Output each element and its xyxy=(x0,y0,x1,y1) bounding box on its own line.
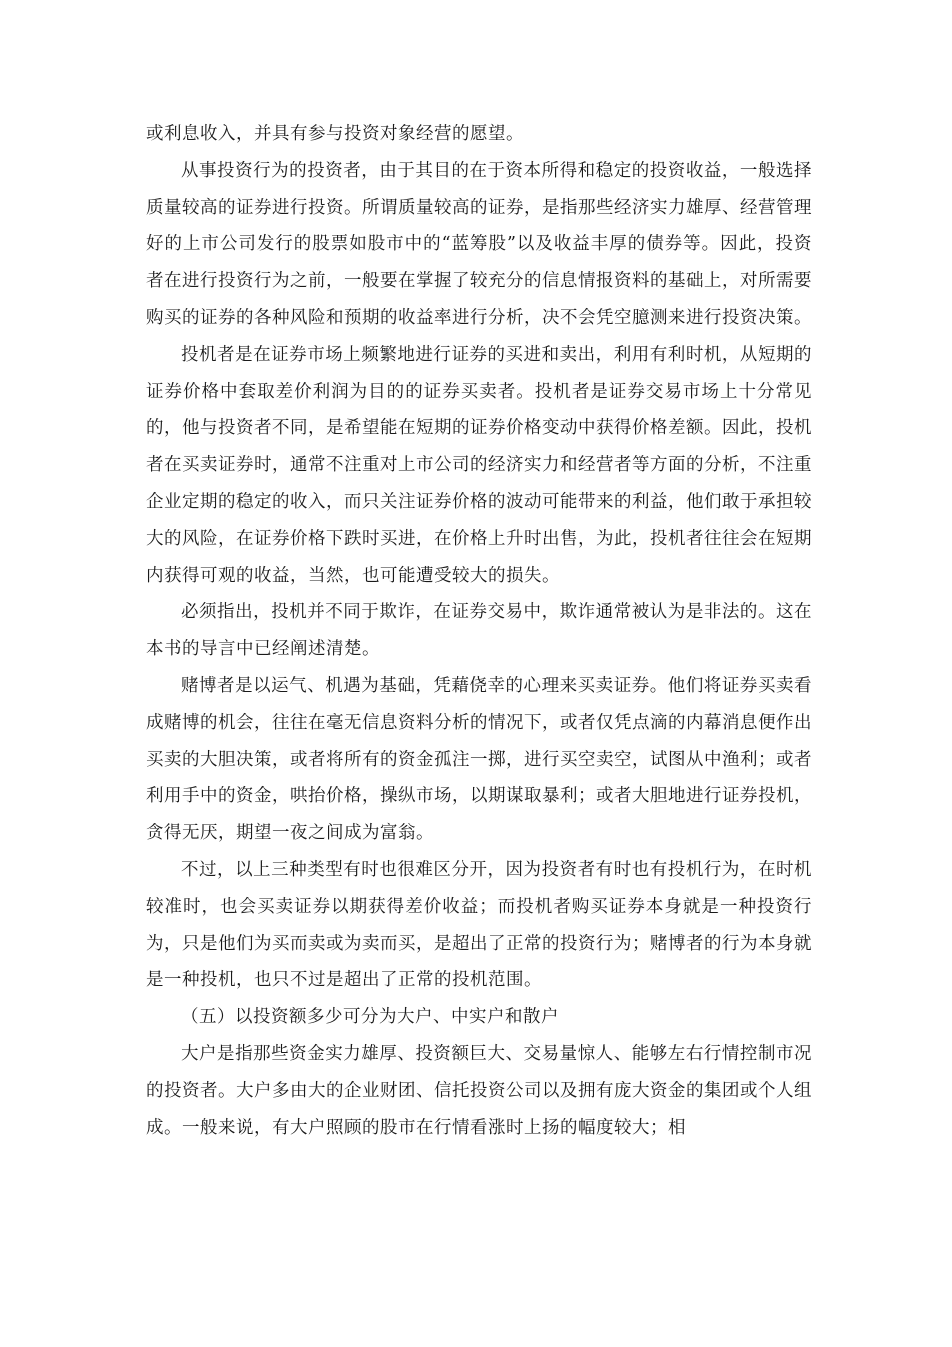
paragraph-continuation: 或利息收入，并具有参与投资对象经营的愿望。 xyxy=(146,124,524,144)
paragraph-gamblers: 赌博者是以运气、机遇为基础，凭藉侥幸的心理来买卖证券。他们将证券买卖看成赌博的机会，往往在毫无信息资料分析的情况下，或者仅凭点滴的内幕消息便作出买卖的大胆决策，或者将所有的资金孤注一掷，进行买空卖空，试图从中渔利；或者利用手中的资金，哄抬价格，操纵市场，以期谋取暴利；或者大胆地进行证券投机，贪得无厌，期望一夜之间成为富翁。 xyxy=(146,675,812,844)
body-text xyxy=(146,116,812,1146)
section-heading: （五）以投资额多少可分为大户、中实户和散户 xyxy=(181,1007,559,1028)
paragraph-large-investors: 大户是指那些资金实力雄厚、投资额巨大、交易量惊人、能够左右行情控制市况的投资者。大户多由大的企业财团、信托投资公司以及拥有庞大资金的集团或个人组成。一般来说，有大户照顾的股市在行情看涨时上扬的幅度较大；相 xyxy=(146,1043,812,1138)
paragraph-distinction: 不过，以上三种类型有时也很难区分开，因为投资者有时也有投机行为，在时机较准时，也会买卖证券以期获得差价收益；而投机者购买证券本身就是一种投资行为，只是他们为买而卖或为卖而买，是超出了正常的投资行为；赌博者的行为本身就是一种投机，也只不过是超出了正常的投机范围。 xyxy=(146,859,812,991)
paragraph-speculators: 投机者是在证券市场上频繁地进行证券的买进和卖出，利用有利时机，从短期的证券价格中套取差价利润为目的的证券买卖者。投机者是证券交易市场上十分常见的，他与投资者不同，是希望能在短期的证券价格变动中获得价格差额。因此，投机者在买卖证券时，通常不注重对上市公司的经济实力和经营者等方面的分析，不注重企业定期的稳定的收入，而只关注证券价格的波动可能带来的利益，他们敢于承担较大的风险，在证券价格下跌时买进，在价格上升时出售，为此，投机者往往会在短期内获得可观的收益，当然，也可能遭受较大的损失。 xyxy=(146,344,812,586)
paragraph-investors: 从事投资行为的投资者，由于其目的在于资本所得和稳定的投资收益，一般选择质量较高的证券进行投资。所谓质量较高的证券，是指那些经济实力雄厚、经营管理好的上市公司发行的股票如股市中的“蓝筹股”以及收益丰厚的债券等。因此，投资者在进行投资行为之前，一般要在掌握了较充分的信息情报资料的基础上，对所需要购买的证券的各种风险和预期的收益率进行分析，决不会凭空臆测来进行投资决策。 xyxy=(146,160,812,328)
paragraph-fraud-note: 必须指出，投机并不同于欺诈，在证券交易中，欺诈通常被认为是非法的。这在本书的导言中已经阐述清楚。 xyxy=(146,602,812,660)
